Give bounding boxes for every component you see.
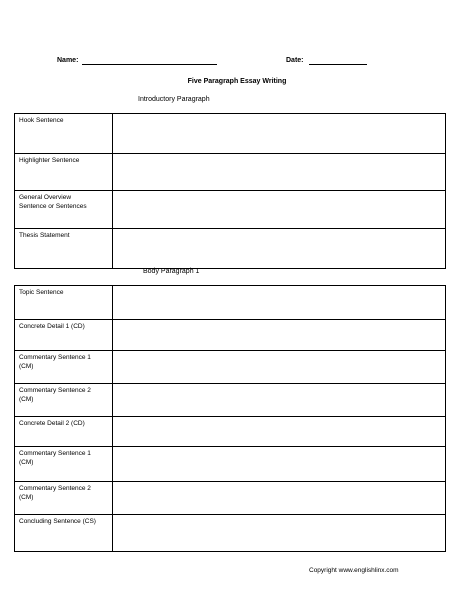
table-row	[15, 320, 446, 351]
page-title: Five Paragraph Essay Writing	[187, 78, 287, 85]
table-row	[15, 229, 446, 269]
row-label: Concrete Detail 2 (CD)	[15, 417, 113, 447]
date-label: Date:	[286, 57, 304, 64]
answer-cell[interactable]	[113, 482, 446, 515]
row-label: Commentary Sentence 2 (CM)	[15, 482, 113, 515]
table-row	[15, 482, 446, 515]
table-row	[15, 447, 446, 482]
answer-cell[interactable]	[113, 286, 446, 320]
answer-cell[interactable]	[113, 384, 446, 417]
row-label: Thesis Statement	[15, 229, 113, 269]
name-label: Name:	[57, 57, 79, 64]
date-blank[interactable]	[309, 64, 367, 65]
table-row	[15, 191, 446, 229]
name-blank[interactable]	[82, 64, 217, 65]
row-label: Commentary Sentence 2 (CM)	[15, 384, 113, 417]
table-row	[15, 417, 446, 447]
row-label: Concluding Sentence (CS)	[15, 515, 113, 552]
body1-heading: Body Paragraph 1	[143, 268, 200, 275]
intro-table	[14, 113, 446, 269]
row-label: Topic Sentence	[15, 286, 113, 320]
copyright-text: Copyright www.englishlinx.com	[309, 567, 399, 574]
table-row	[15, 351, 446, 384]
row-label: Highlighter Sentence	[15, 154, 113, 191]
row-label: General Overview Sentence or Sentences	[15, 191, 113, 229]
answer-cell[interactable]	[113, 114, 446, 154]
row-label: Concrete Detail 1 (CD)	[15, 320, 113, 351]
answer-cell[interactable]	[113, 191, 446, 229]
answer-cell[interactable]	[113, 320, 446, 351]
table-row	[15, 154, 446, 191]
answer-cell[interactable]	[113, 515, 446, 552]
row-label: Hook Sentence	[15, 114, 113, 154]
row-label: Commentary Sentence 1 (CM)	[15, 447, 113, 482]
body1-table	[14, 285, 446, 552]
answer-cell[interactable]	[113, 447, 446, 482]
answer-cell[interactable]	[113, 351, 446, 384]
table-row	[15, 286, 446, 320]
answer-cell[interactable]	[113, 229, 446, 269]
answer-cell[interactable]	[113, 417, 446, 447]
table-row	[15, 515, 446, 552]
table-row	[15, 114, 446, 154]
row-label: Commentary Sentence 1 (CM)	[15, 351, 113, 384]
table-row	[15, 384, 446, 417]
intro-heading: Introductory Paragraph	[138, 96, 210, 103]
answer-cell[interactable]	[113, 154, 446, 191]
